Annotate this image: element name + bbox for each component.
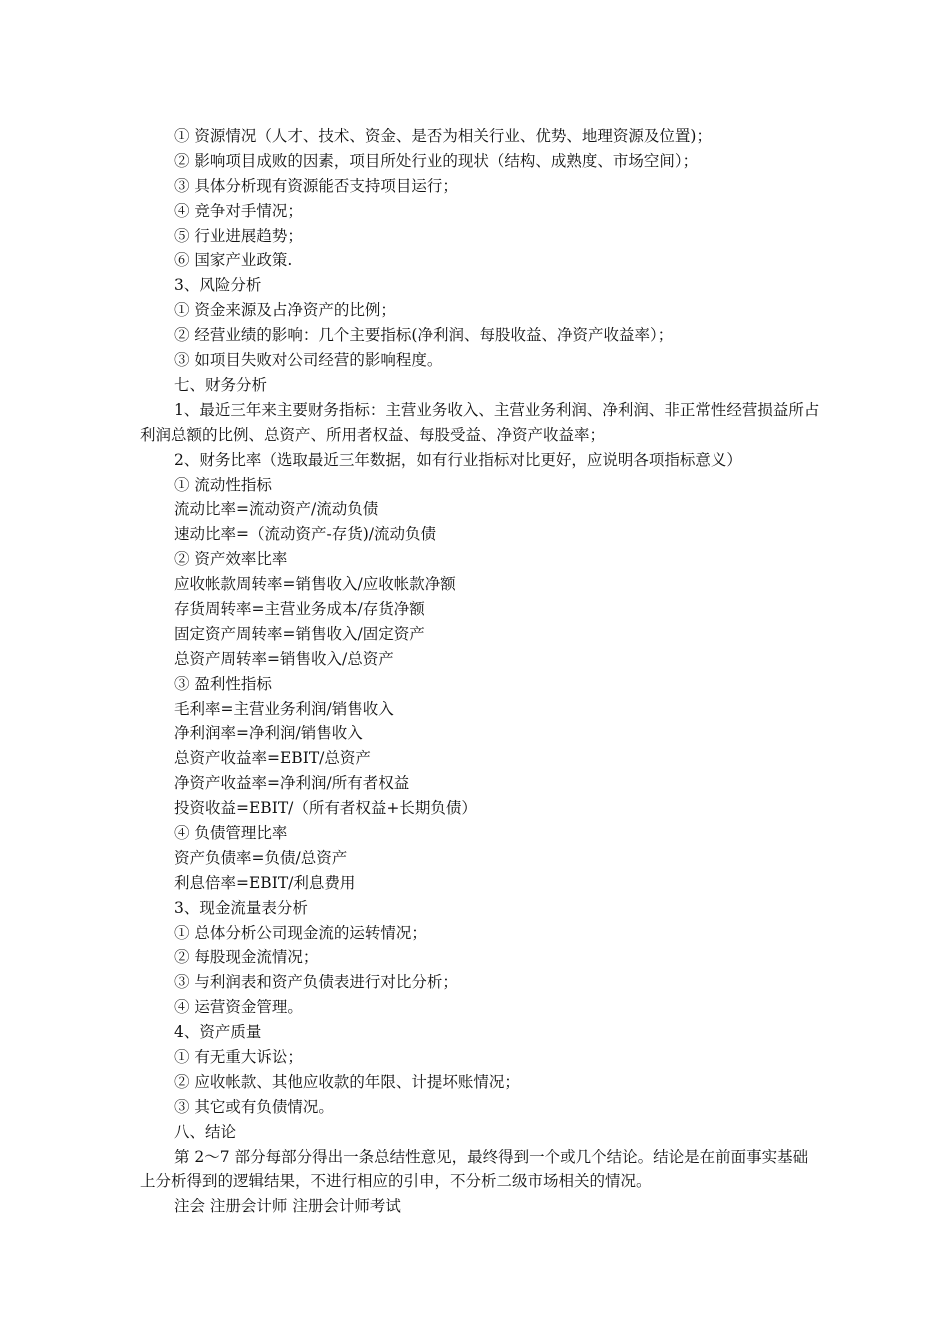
formula-line: 毛利率=主营业务利润/销售收入 [174, 699, 394, 718]
formula-line: 净利润率=净利润/销售收入 [174, 724, 363, 743]
text-paragraph: 1、最近三年来主要财务指标：主营业务收入、主营业务利润、净利润、非正常性经营损益所占利润总额的比例、总资产、所用者权益、每股受益、净资产收益率； [140, 400, 820, 444]
section-heading: 4、资产质量 [174, 1023, 262, 1042]
section-heading: 3、现金流量表分析 [174, 898, 308, 917]
text-line: ② 应收帐款、其他应收款的年限、计提坏账情况； [174, 1072, 520, 1091]
text-line: ① 流动性指标 [174, 475, 272, 494]
text-line: ③ 盈利性指标 [174, 674, 272, 693]
text-line: ④ 运营资金管理。 [174, 998, 303, 1017]
text-line: ③ 如项目失败对公司经营的影响程度。 [174, 351, 443, 370]
formula-line: 资产负债率=负债/总资产 [174, 848, 348, 867]
text-line: ② 经营业绩的影响：几个主要指标(净利润、每股收益、净资产收益率）； [174, 326, 674, 345]
text-line: ① 有无重大诉讼； [174, 1047, 303, 1066]
formula-line: 固定资产周转率=销售收入/固定资产 [174, 624, 425, 643]
formula-line: 速动比率=（流动资产-存货)/流动负债 [174, 525, 436, 544]
formula-line: 总资产周转率=销售收入/总资产 [174, 649, 394, 668]
section-heading: 3、风险分析 [174, 276, 262, 295]
text-line: ③ 与利润表和资产负债表进行对比分析； [174, 973, 458, 992]
text-line: ④ 竞争对手情况； [174, 201, 303, 220]
keywords-line: 注会 注册会计师 注册会计师考试 [174, 1197, 401, 1216]
text-line: ③ 其它或有负债情况。 [174, 1097, 334, 1116]
formula-line: 应收帐款周转率=销售收入/应收帐款净额 [174, 575, 456, 594]
text-line: ② 资产效率比率 [174, 550, 288, 569]
document-body [140, 124, 820, 1219]
formula-line: 净资产收益率=净利润/所有者权益 [174, 774, 410, 793]
text-line: ② 影响项目成败的因素，项目所处行业的现状（结构、成熟度、市场空间）； [174, 151, 699, 170]
formula-line: 投资收益=EBIT/（所有者权益+长期负债） [174, 799, 477, 818]
section-heading: 2、财务比率（选取最近三年数据，如有行业指标对比更好，应说明各项指标意义） [174, 450, 742, 469]
formula-line: 流动比率=流动资产/流动负债 [174, 500, 379, 519]
text-line: ① 资源情况（人才、技术、资金、是否为相关行业、优势、地理资源及位置)； [174, 127, 712, 145]
text-paragraph: 第 2～7 部分每部分得出一条总结性意见，最终得到一个或几个结论。结论是在前面事实基础上分析得到的逻辑结果，不进行相应的引申，不分析二级市场相关的情况。 [140, 1147, 809, 1191]
formula-line: 存货周转率=主营业务成本/存货净额 [174, 599, 425, 618]
text-line: ② 每股现金流情况； [174, 948, 319, 967]
chapter-heading: 八、结论 [174, 1122, 237, 1141]
formula-line: 总资产收益率=EBIT/总资产 [174, 749, 371, 768]
formula-line: 利息倍率=EBIT/利息费用 [174, 873, 356, 892]
text-line: ① 资金来源及占净资产的比例； [174, 301, 396, 320]
text-line: ④ 负债管理比率 [174, 823, 288, 842]
text-line: ① 总体分析公司现金流的运转情况； [174, 923, 427, 942]
text-line: ⑥ 国家产业政策. [174, 251, 293, 270]
text-line: ③ 具体分析现有资源能否支持项目运行； [174, 176, 458, 195]
chapter-heading: 七、财务分析 [174, 375, 268, 394]
text-line: ⑤ 行业进展趋势； [174, 226, 303, 245]
